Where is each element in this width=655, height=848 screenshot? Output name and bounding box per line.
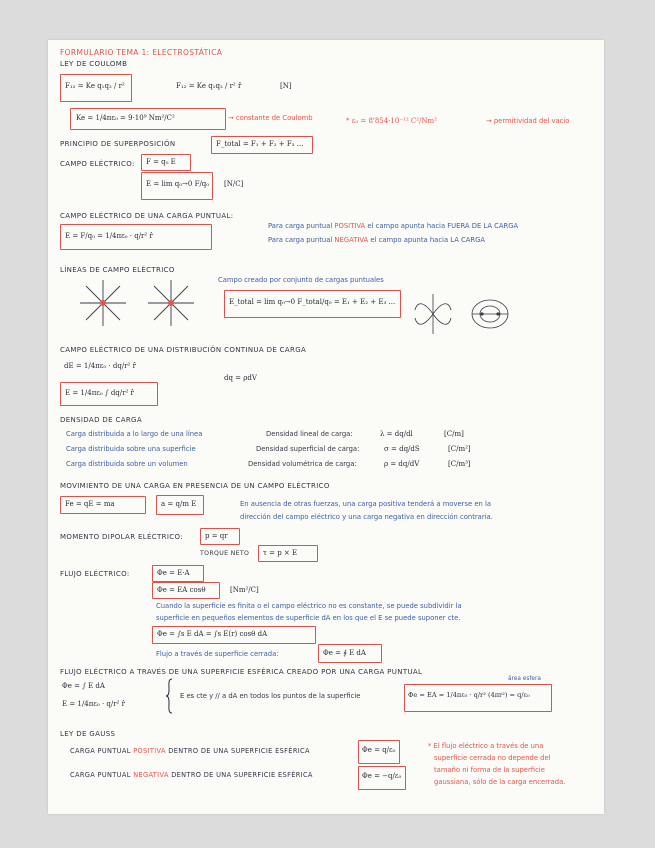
flujo-formula-2: Φe = EA cosθ (157, 586, 206, 594)
gauss-formula-1: Φe = q/ε₀ (362, 746, 396, 754)
flujo-note-2: superficie en pequeños elementos de superficie dA en los que el E se puede suponer cte. (156, 614, 461, 622)
notes-sheet (48, 40, 604, 814)
two-charges-sketch-icon (468, 292, 512, 336)
movimiento-note-1: En ausencia de otras fuerzas, una carga positiva tenderá a moverse en la (240, 500, 492, 508)
esfera-note: E es cte y // a dA en todos los puntos de la superficie (180, 692, 361, 700)
dipolar-formula: p = qr (205, 532, 228, 540)
dipole-sketch-icon (413, 292, 453, 336)
eps-formula: * ε₀ = 8'854·10⁻¹² C²/Nm² (346, 117, 437, 125)
coulomb-formula-1: F₁₂ = Ke q₁q₂ / r² (65, 82, 125, 90)
torque-formula: τ = p × E (263, 549, 298, 557)
flujo-formula-3: Φe = ∫s E dA = ∫s E(r) cosθ dA (157, 630, 268, 638)
gauss-note-4: gaussiana, sólo de la carga encerrada. (434, 778, 566, 786)
coulomb-heading: LEY DE COULOMB (60, 60, 128, 68)
densidad-name-superficial: Densidad superficial de carga: (256, 445, 360, 453)
torque-label: TORQUE NETO (200, 550, 250, 557)
esfera-formula-1: Φe = ∫ E dA (62, 682, 105, 690)
densidad-unit-volumetrica: [C/m³] (448, 460, 471, 468)
gauss-note-2: superficie cerrada no depende del (434, 754, 551, 762)
gauss-formula-2: Φe = −q/ε₀ (362, 772, 402, 780)
puntual-heading: CAMPO ELÉCTRICO DE UNA CARGA PUNTUAL: (60, 212, 234, 220)
movimiento-formula-1: Fe = qE = ma (65, 500, 115, 508)
positive-field-lines-icon (78, 278, 128, 328)
flujo-formula-4: Φe = ∮ E dA (323, 649, 366, 657)
curly-brace-icon (166, 678, 174, 714)
flujo-note-1: Cuando la superficie es finita o el campo eléctrico no es constante, se puede subdividir la (156, 602, 462, 610)
densidad-heading: DENSIDAD DE CARGA (60, 416, 142, 424)
movimiento-heading: MOVIMIENTO DE UNA CARGA EN PRESENCIA DE UN CAMPO ELÉCTRICO (60, 482, 330, 490)
superposicion-heading: PRINCIPIO DE SUPERPOSICIÓN (60, 140, 176, 148)
densidad-formula-superficial: σ = dq/dS (384, 445, 420, 453)
lineas-note: Campo creado por conjunto de cargas puntuales (218, 276, 384, 284)
continua-dq: dq = ρdV (224, 374, 257, 382)
negative-field-lines-icon (146, 278, 196, 328)
densidad-name-lineal: Densidad lineal de carga: (266, 430, 353, 438)
densidad-formula-lineal: λ = dq/dl (380, 430, 413, 438)
densidad-unit-lineal: [C/m] (444, 430, 464, 438)
densidad-name-volumetrica: Densidad volumétrica de carga: (248, 460, 357, 468)
flujo-unit: [Nm²/C] (230, 586, 259, 594)
esfera-area-note: área esfera (508, 676, 541, 682)
gauss-row-positive: CARGA PUNTUAL POSITIVA DENTRO DE UNA SUPERFICIE ESFÉRICA (70, 747, 310, 755)
gauss-row-negative: CARGA PUNTUAL NEGATIVA DENTRO DE UNA SUPERFICIE ESFÉRICA (70, 771, 313, 779)
lineas-formula: E_total = lim q₀→0 F_total/q₀ = E₁ + E₂ + E₃ ... (229, 298, 396, 306)
densidad-desc-lineal: Carga distribuida a lo largo de una línea (66, 430, 203, 438)
superposicion-formula: F_total = F₁ + F₂ + F₃ ... (216, 140, 304, 148)
ke-note: → constante de Coulomb (228, 114, 313, 122)
campo-formula-1: F = q₀ E (146, 158, 176, 166)
puntual-note-negative: Para carga puntual NEGATIVA el campo apunta hacia LA CARGA (268, 236, 486, 244)
movimiento-formula-2: a = q/m E (161, 500, 197, 508)
flujo-heading: FLUJO ELÉCTRICO: (60, 570, 130, 578)
gauss-heading: LEY DE GAUSS (60, 730, 116, 738)
flujo-formula-1: Φe = E·A (157, 569, 190, 577)
continua-heading: CAMPO ELÉCTRICO DE UNA DISTRIBUCIÓN CONTINUA DE CARGA (60, 346, 307, 354)
campo-formula-2: E = lim q₀→0 F/q₀ (146, 180, 210, 188)
densidad-unit-superficial: [C/m²] (448, 445, 471, 453)
campo-heading: CAMPO ELÉCTRICO: (60, 160, 135, 168)
gauss-note-1: * El flujo eléctrico a través de una (428, 742, 544, 750)
campo-unit: [N/C] (224, 180, 244, 188)
continua-formula-2: E = 1/4πε₀ ∫ dq/r² r̂ (65, 389, 134, 397)
puntual-formula: E = F/q₀ = 1/4πε₀ · q/r² r̂ (65, 232, 153, 240)
continua-formula-1: dE = 1/4πε₀ · dq/r² r̂ (64, 362, 136, 370)
gauss-note-3: tamaño ni forma de la superficie (434, 766, 545, 774)
densidad-desc-superficial: Carga distribuida sobre una superficie (66, 445, 196, 453)
esfera-formula-2: E = 1/4πε₀ · q/r² r̂ (62, 700, 125, 708)
flujo-closed-note: Flujo a través de superficie cerrada: (156, 650, 279, 658)
puntual-note-positive: Para carga puntual POSITIVA el campo apunta hacia FUERA DE LA CARGA (268, 222, 519, 230)
movimiento-note-2: dirección del campo eléctrico y una carga negativa en dirección contraria. (240, 513, 493, 521)
densidad-formula-volumetrica: ρ = dq/dV (384, 460, 420, 468)
esfera-heading: FLUJO ELÉCTRICO A TRAVÉS DE UNA SUPERFICIE ESFÉRICA CREADO POR UNA CARGA PUNTUAL (60, 668, 423, 676)
lineas-heading: LÍNEAS DE CAMPO ELÉCTRICO (60, 266, 175, 274)
densidad-desc-volumetrica: Carga distribuida sobre un volumen (66, 460, 188, 468)
page-title: FORMULARIO TEMA 1: ELECTROSTÁTICA (60, 48, 223, 57)
dipolar-heading: MOMENTO DIPOLAR ELÉCTRICO: (60, 533, 183, 541)
ke-formula: Ke = 1/4πε₀ = 9·10⁹ Nm²/C² (76, 114, 175, 122)
eps-note: → permitividad del vacío (486, 117, 570, 125)
coulomb-formula-2: F₁₂ = Ke q₁q₂ / r² r̂ (176, 82, 242, 90)
coulomb-unit: [N] (280, 82, 292, 90)
esfera-result: Φe = EA = 1/4πε₀ · q/r² (4πr²) = q/ε₀ (408, 691, 530, 699)
